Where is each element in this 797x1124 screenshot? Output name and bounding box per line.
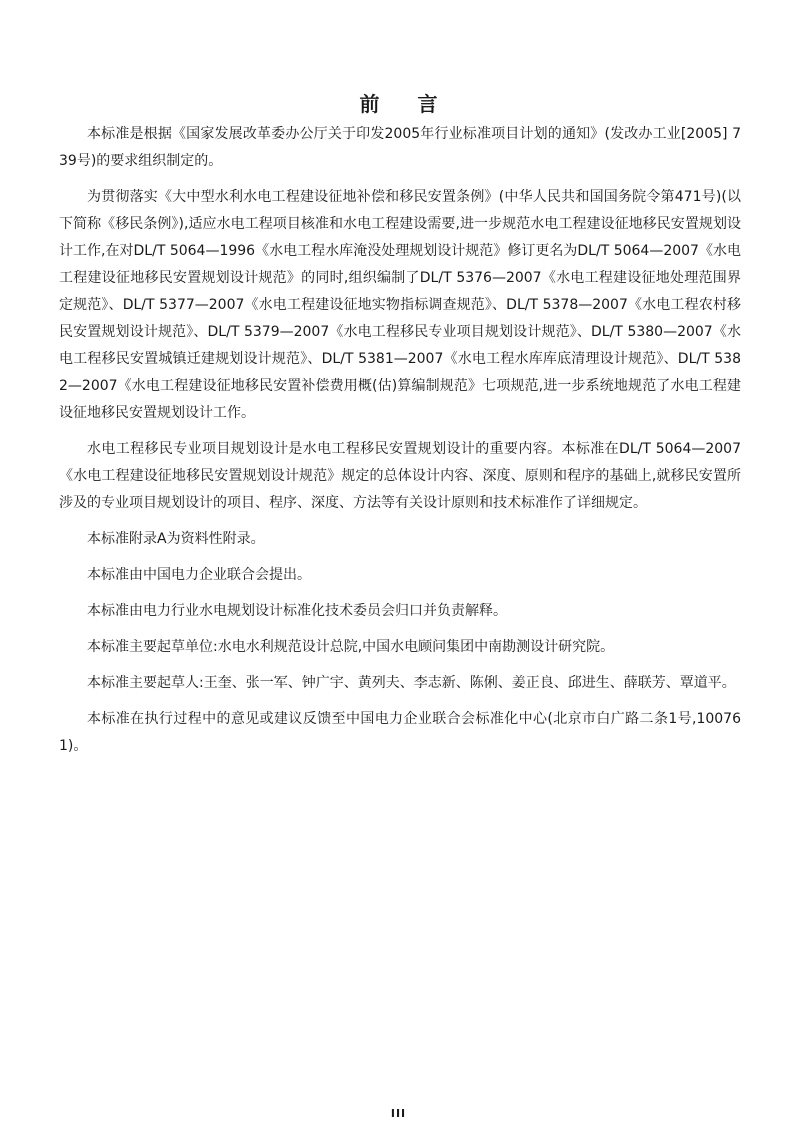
- paragraph-proposer: 本标准由中国电力企业联合会提出。: [87, 567, 311, 583]
- paragraph-background: 为贯彻落实《大中型水利水电工程建设征地补偿和移民安置条例》(中华人民共和国国务院令第471号)(以下简称《移民条例》),适应水电工程项目核准和水电工程建设需要,进一步规范水电工程建设征地移民安置规划设计工作,在对DL/T 5064—1996《水电工程水库淹没处理规划设计规范》修订更名为DL/T 5064—2007《水电工程建设征地移民安置规划设计规范》的同时,组织编制了DL/T 5376—2007《水电工程建设征地处理范围界定规范》、DL/T 5377—2007《水电工程建设征地实物指标调查规范》、DL/T 5378—2007《水电工程农村移民安置规划设计规范》、DL/T 5379—2007《水电工程移民专业项目规划设计规范》、DL/T 5380—2007《水电工程移民安置城镇迁建规划设计规范》、DL/T 5381—2007《水电工程水库库底清理设计规范》、DL/T 5382—2007《水电工程建设征地移民安置补偿费用概(估)算编制规范》七项规范,进一步系统地规范了水电工程建设征地移民安置规划设计工作。: [59, 189, 741, 421]
- document-body: [59, 121, 741, 769]
- page-title-part-1: 前: [359, 92, 380, 116]
- paragraph-appendix: 本标准附录A为资料性附录。: [87, 531, 265, 547]
- paragraph-responsible-committee: 本标准由电力行业水电规划设计标准化技术委员会归口并负责解释。: [87, 603, 507, 619]
- paragraph-basis: 本标准是根据《国家发展改革委办公厅关于印发2005年行业标准项目计划的通知》(发改办工业[2005] 739号)的要求组织制定的。: [59, 126, 741, 169]
- page-title: [0, 91, 797, 117]
- paragraph-drafters: 本标准主要起草人:王奎、张一军、钟广宇、黄列夫、李志新、陈俐、姜正良、邱进生、薛联芳、覃道平。: [87, 675, 736, 691]
- paragraph-feedback: 本标准在执行过程中的意见或建议反馈至中国电力企业联合会标准化中心(北京市白广路二条1号,100761)。: [59, 711, 741, 754]
- page-title-part-2: 言: [417, 92, 438, 116]
- page-number: III: [390, 1107, 407, 1120]
- paragraph-scope: 水电工程移民专业项目规划设计是水电工程移民安置规划设计的重要内容。本标准在DL/T 5064—2007《水电工程建设征地移民安置规划设计规范》规定的总体设计内容、深度、原则和程序的基础上,就移民安置所涉及的专业项目规划设计的项目、程序、深度、方法等有关设计原则和技术标准作了详细规定。: [59, 441, 741, 511]
- paragraph-drafting-units: 本标准主要起草单位:水电水利规范设计总院,中国水电顾问集团中南勘测设计研究院。: [87, 639, 615, 655]
